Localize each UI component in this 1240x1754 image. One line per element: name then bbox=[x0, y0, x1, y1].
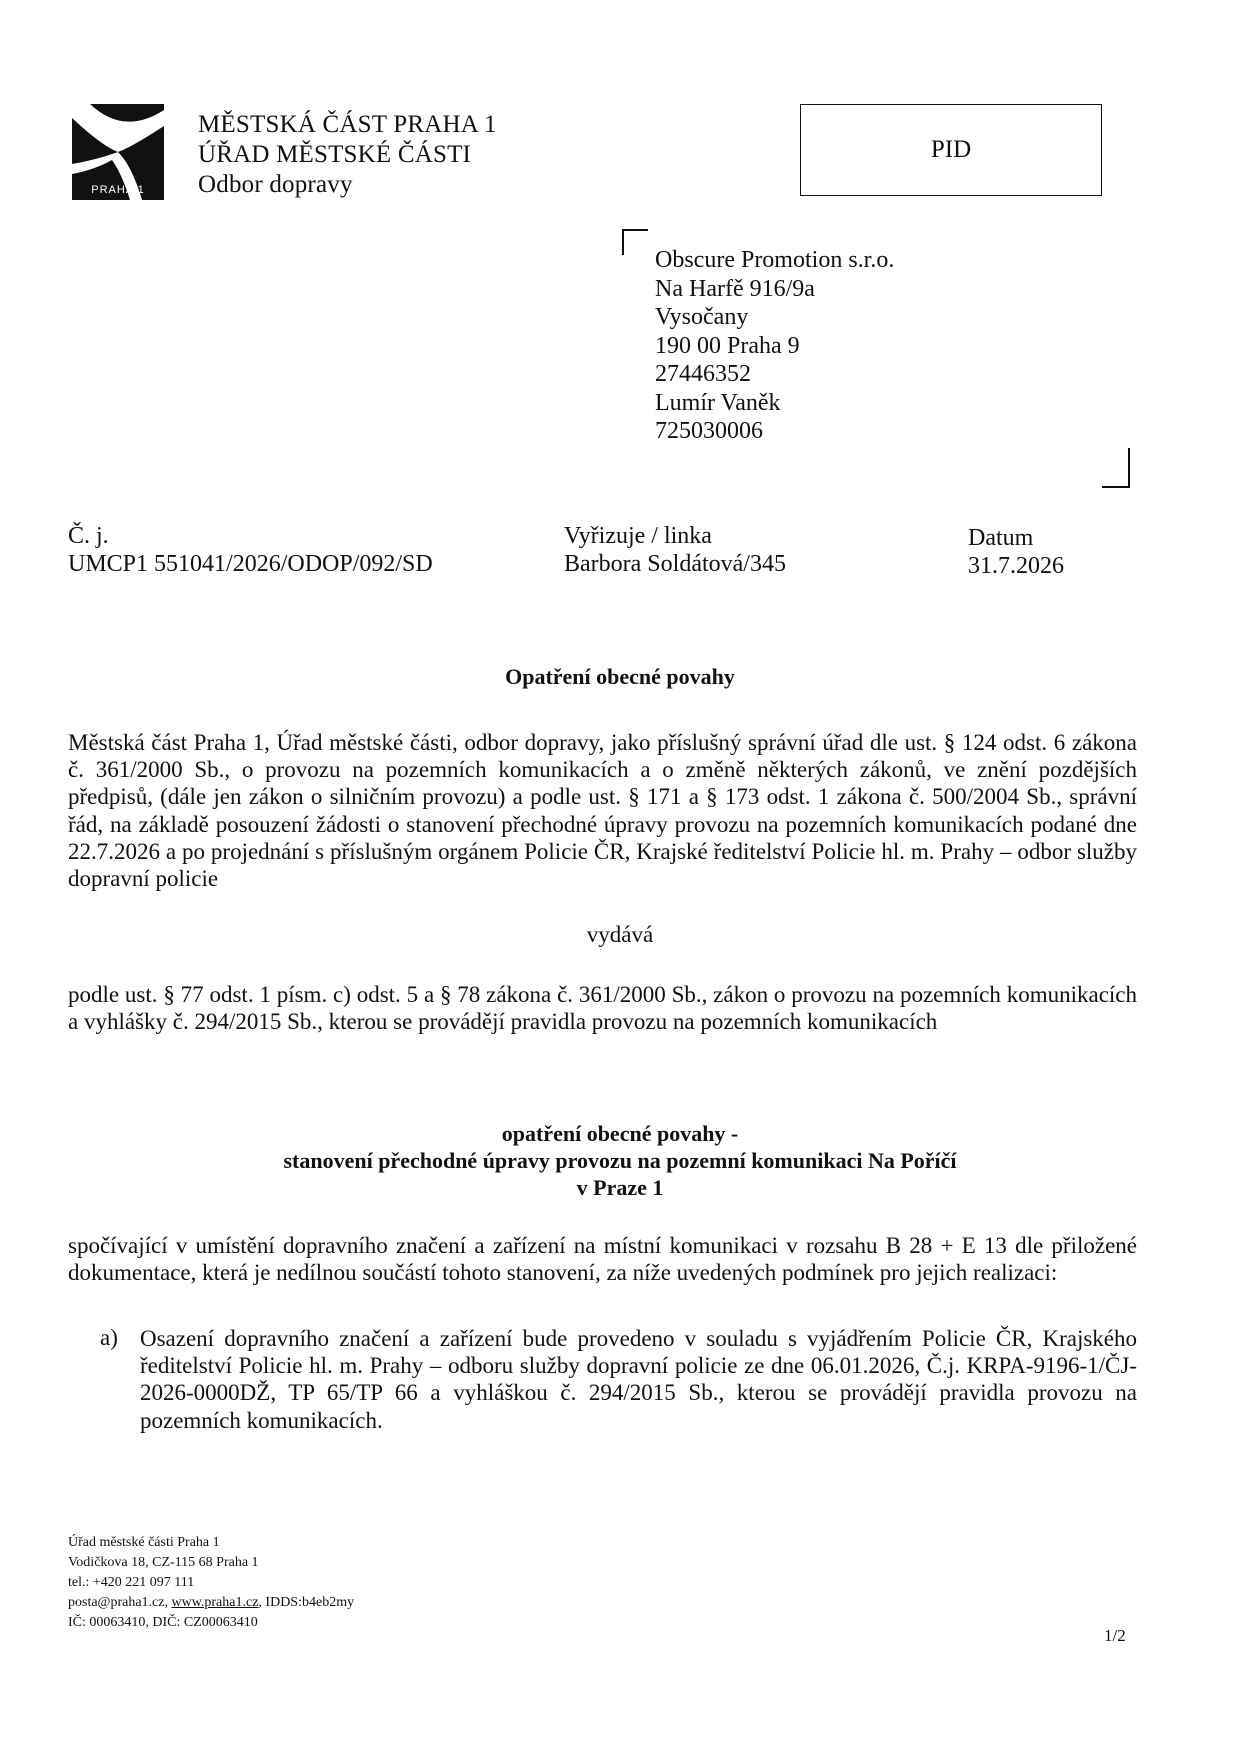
footer-web-link[interactable]: www.praha1.cz bbox=[171, 1595, 259, 1610]
pid-label: PID bbox=[930, 136, 972, 163]
reference-block bbox=[68, 522, 433, 578]
date-label: Datum bbox=[968, 525, 1034, 551]
scope-paragraph: spočívající v umístění dopravního značení a zařízení na místní komunikaci v rozsahu B 28 + E 13 dle přiložené dokumentace, která je nedílnou součástí tohoto stanovení, za níže uvedených podmínek pro jejich realizaci: bbox=[68, 1233, 1137, 1286]
page-number: 1/2 bbox=[1104, 1626, 1126, 1645]
condition-letter: a) bbox=[100, 1325, 118, 1350]
recipient-city: 190 00 Praha 9 bbox=[655, 332, 800, 359]
document-title: Opatření obecné povahy bbox=[505, 664, 735, 689]
office-line-2: ÚŘAD MĚSTSKÉ ČÁSTI bbox=[198, 141, 472, 168]
intro-paragraph: Městská část Praha 1, Úřad městské části, odbor dopravy, jako příslušný správní úřad dle ust. § 124 odst. 6 zákona č. 361/2000 Sb., o provozu na pozemních komunikacích a o změně některých zákonů, ve znění pozdějších předpisů, (dále jen zákon o silničním provozu) a podle ust. § 171 a § 173 odst. 1 zákona č. 500/2004 Sb., správní řád, na základě posouzení žádosti o stanovení přechodné úpravy provozu na pozemních komunikacích podané dne 22.7.2026 a po projednání s příslušným orgánem Policie ČR, Krajské ředitelství Policie hl. m. Prahy – odbor služby dopravní policie bbox=[68, 730, 1137, 892]
recipient-person: Lumír Vaněk bbox=[655, 389, 781, 416]
office-line-3: Odbor dopravy bbox=[198, 171, 353, 198]
pid-box bbox=[800, 104, 1102, 196]
recipient-address bbox=[655, 246, 894, 446]
footer-office: Úřad městské části Praha 1 bbox=[68, 1535, 220, 1550]
office-line-1: MĚSTSKÁ ČÁST PRAHA 1 bbox=[198, 111, 497, 138]
measure-heading-line-1: opatření obecné povahy - bbox=[501, 1121, 739, 1146]
footer bbox=[68, 1533, 354, 1633]
address-corner-bottom-right bbox=[1102, 448, 1130, 488]
recipient-phone: 725030006 bbox=[655, 418, 763, 444]
footer-address: Vodičkova 18, CZ-115 68 Praha 1 bbox=[68, 1555, 259, 1570]
legal-basis-paragraph: podle ust. § 77 odst. 1 písm. c) odst. 5 a § 78 zákona č. 361/2000 Sb., zákon o provozu na pozemních komunikacích a vyhlášky č. 294/2015 Sb., kterou se provádějí pravidla provozu na pozemních komunikacích bbox=[68, 982, 1137, 1035]
address-corner-top-left bbox=[622, 229, 648, 255]
footer-phone: tel.: +420 221 097 111 bbox=[68, 1575, 195, 1590]
recipient-company: Obscure Promotion s.r.o. bbox=[655, 247, 895, 273]
measure-heading bbox=[0, 1120, 1240, 1201]
condition-text: Osazení dopravního značení a zařízení bude provedeno v souladu s vyjádřením Policie ČR, Krajského ředitelství Policie hl. m. Prahy – odboru služby dopravní policie ze dne 06.01.2026, Č.j. KRPA-9196-1/ČJ-2026-0000DŽ, TP 65/TP 66 a vyhláškou č. 294/2015 Sb., kterou se provádějí pravidla provozu na pozemních komunikacích. bbox=[140, 1326, 1137, 1433]
office-header bbox=[198, 110, 497, 200]
reference-value: UMCP1 551041/2026/ODOP/092/SD bbox=[68, 551, 433, 577]
footer-ids: IČ: 00063410, DIČ: CZ00063410 bbox=[68, 1615, 258, 1630]
handler-value: Barbora Soldátová/345 bbox=[564, 551, 786, 577]
footer-idds: , IDDS:b4eb2my bbox=[258, 1595, 355, 1610]
handler-block bbox=[564, 522, 786, 578]
recipient-street: Na Harfě 916/9a bbox=[655, 275, 815, 302]
measure-heading-line-2: stanovení přechodné úpravy provozu na pozemní komunikaci Na Poříčí bbox=[283, 1148, 957, 1173]
measure-heading-line-3: v Praze 1 bbox=[576, 1175, 664, 1200]
reference-label: Č. j. bbox=[68, 523, 109, 549]
handler-label: Vyřizuje / linka bbox=[564, 523, 712, 549]
recipient-district: Vysočany bbox=[655, 304, 749, 330]
issues-word: vydává bbox=[586, 922, 654, 947]
footer-email[interactable]: posta@praha1.cz bbox=[68, 1595, 165, 1610]
footer-contact-line bbox=[68, 1593, 354, 1613]
date-value: 31.7.2026 bbox=[968, 553, 1064, 579]
date-block bbox=[968, 524, 1064, 580]
logo-label: PRAHA 1 bbox=[91, 184, 145, 196]
recipient-id: 27446352 bbox=[655, 361, 751, 387]
footer-separator: , bbox=[164, 1595, 172, 1610]
praha1-logo bbox=[72, 104, 164, 200]
